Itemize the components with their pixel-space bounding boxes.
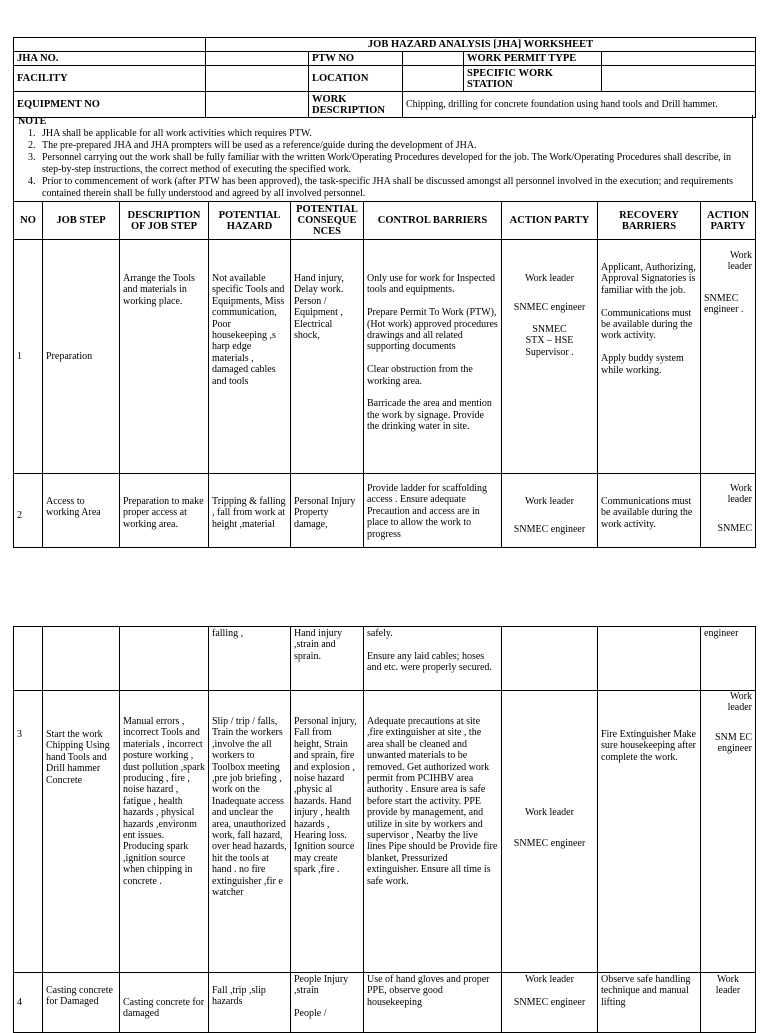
jha-title: JOB HAZARD ANALYSIS [JHA] WORKSHEET [206, 38, 756, 52]
action-party-line: Work leader [727, 691, 752, 714]
action-party-line: Work leader [525, 273, 574, 284]
action-party-line: SNMEC engineer [513, 524, 586, 536]
table-row [14, 627, 756, 691]
notes-section [13, 115, 753, 201]
row-description: Arrange the Tools and materials in working place. [120, 240, 209, 474]
note-item: 2. The pre-prepared JHA and JHA prompters will be used as a reference/guide during the development of JHA. [38, 140, 748, 152]
action-party-line: Work leader [525, 974, 574, 985]
row-no [14, 627, 43, 691]
document-page-2 [0, 626, 768, 1024]
row-consequences: Personal Injury Property damage, [291, 474, 364, 548]
row-control: Only use for work for Inspected tools and equipments. Prepare Permit To Work (PTW),(Hot work) approved procedures drawings and all related supporting documents Clear obstruction from the working area. Barricade the area and mention the work by signage. Provide the drinking water in site. [364, 240, 502, 474]
row-consequences: Hand injury, Delay work. Person / Equipment , Electrical shock, [291, 240, 364, 474]
row-recovery: Communications must be available during the work activity. [598, 474, 701, 548]
jha-steps-table [13, 201, 756, 548]
row-description: Casting concrete for damaged [120, 973, 209, 1033]
row-control: Use of hand gloves and proper PPE, observe good housekeeping [364, 973, 502, 1033]
row-job-step: Preparation [43, 240, 120, 474]
row-no: 2 [14, 474, 43, 548]
row-consequences: People Injury ,strain People / [291, 973, 364, 1033]
row-recovery: Observe safe handling technique and manual lifting [598, 973, 701, 1033]
location-value[interactable] [403, 66, 464, 92]
row-action-party-2 [701, 691, 756, 973]
col-header-hazard: POTENTIAL HAZARD [209, 202, 291, 240]
equipment-no-value[interactable] [206, 92, 309, 118]
col-header-no: NO [14, 202, 43, 240]
row-action-party [502, 691, 598, 973]
col-header-action-party-2: ACTION PARTY [701, 202, 756, 240]
action-party-line: SNMEC engineer [513, 302, 586, 314]
row-description [120, 627, 209, 691]
row-no: 1 [14, 240, 43, 474]
table-row [14, 240, 756, 474]
jha-no-label: JHA NO. [14, 52, 206, 66]
row-control: Adequate precautions at site ,fire extinguisher at site , the area shall be cleaned and unwanted materials to be removed. Get authorized work permit from PCIHBV area authority . Ensure area is safe before start the activity. PPE provide by management, and utilize in site by workers and supervisor , Nearby the live lines Pipe should be Provide fire blanket, Pressurized extinguisher. Ensure all time is safe work. [364, 691, 502, 973]
jha-header-table [13, 37, 756, 118]
row-action-party-2: engineer [701, 627, 756, 691]
action-party-line: SNM EC engineer [715, 731, 752, 755]
row-no: 3 [14, 691, 43, 973]
col-header-job-step: JOB STEP [43, 202, 120, 240]
action-party-line: SNMEC engineer [513, 997, 586, 1009]
row-action-party [502, 474, 598, 548]
col-header-recovery: RECOVERY BARRIERS [598, 202, 701, 240]
action-party-line: SNMEC STX – HSE Supervisor . [525, 323, 574, 358]
action-party-line: Work leader [525, 807, 574, 818]
note-item: 4. Prior to commencement of work (after PTW has been approved), the task-specific JHA shall be discussed amongst all personnel involved in the execution; and requirements contained therein shall be fully understood and agreed by all involved personnel. [38, 176, 748, 200]
table-row [14, 474, 756, 548]
page-break [0, 560, 768, 626]
row-hazard: falling , [209, 627, 291, 691]
col-header-consequences: POTENTIAL CONSEQUE NCES [291, 202, 364, 240]
work-permit-type-label: WORK PERMIT TYPE [464, 52, 602, 66]
specific-work-station-label: SPECIFIC WORK STATION [464, 66, 602, 92]
row-consequences: Personal injury, Fall from height, Strain and sprain, fire and explosion , noise hazard ,physic al hazards. Hand injury , health hazards , Hearing loss. Ignition source may create spark ,fire . [291, 691, 364, 973]
notes-list [18, 128, 748, 200]
location-label: LOCATION [309, 66, 403, 92]
row-recovery: Applicant, Authorizing, Approval Signatories is familiar with the job. Communications must be available during the work activity. Apply buddy system while working. [598, 240, 701, 474]
row-no: 4 [14, 973, 43, 1033]
row-action-party-2 [701, 474, 756, 548]
row-job-step: Casting concrete for Damaged [43, 973, 120, 1033]
row-action-party [502, 240, 598, 474]
col-header-control: CONTROL BARRIERS [364, 202, 502, 240]
ptw-no-label: PTW NO [309, 52, 403, 66]
note-item: 3. Personnel carrying out the work shall be fully familiar with the written Work/Operating Procedures developed for the job. The Work/Operating Procedures shall describe, in step-by-step instructions, the correct method of executing the specified work. [38, 152, 748, 176]
equipment-no-label: EQUIPMENT NO [14, 92, 206, 118]
facility-label: FACILITY [14, 66, 206, 92]
note-item: 1. JHA shall be applicable for all work activities which requires PTW. [38, 128, 748, 140]
row-description: Manual errors , incorrect Tools and materials , incorrect posture working , dust pollution ,spark producing , fire , noise hazard , fatigue , health hazards , physical hazards ,environm ent issues. Producing spark ,ignition source when chipping in concrete . [120, 691, 209, 973]
notes-title: NOTE [18, 116, 47, 127]
jha-steps-table-continued [13, 626, 756, 1033]
row-hazard: Tripping & falling , fall from work at height ,material [209, 474, 291, 548]
facility-value[interactable] [206, 66, 309, 92]
specific-work-station-value[interactable] [602, 66, 756, 92]
col-header-description: DESCRIPTION OF JOB STEP [120, 202, 209, 240]
action-party-line: SNMEC [717, 522, 752, 534]
action-party-line: Work leader [727, 250, 752, 273]
row-description: Preparation to make proper access at working area. [120, 474, 209, 548]
row-recovery [598, 627, 701, 691]
row-recovery: Fire Extinguisher Make sure housekeeping after complete the work. [598, 691, 701, 973]
action-party-line: SNMEC engineer [513, 838, 586, 850]
jha-no-value[interactable] [206, 52, 309, 66]
row-control: Provide ladder for scaffolding access . Ensure adequate Precaution and access are in place to allow the work to progress [364, 474, 502, 548]
row-consequences: Hand injury ,strain and sprain. [291, 627, 364, 691]
action-party-line: Work leader [727, 483, 752, 506]
action-party-line: Work leader [525, 496, 574, 507]
action-party-line: SNMEC engineer . [704, 292, 744, 316]
row-action-party-2: Work leader [701, 973, 756, 1033]
work-description-label: WORK DESCRIPTION [309, 92, 403, 118]
col-header-action-party: ACTION PARTY [502, 202, 598, 240]
row-job-step [43, 627, 120, 691]
row-job-step: Access to working Area [43, 474, 120, 548]
row-action-party-2 [701, 240, 756, 474]
row-job-step: Start the work Chipping Using hand Tools and Drill hammer Concrete [43, 691, 120, 973]
row-hazard: Fall ,trip ,slip hazards [209, 973, 291, 1033]
work-description-value: Chipping, drilling for concrete foundation using hand tools and Drill hammer. [403, 92, 756, 118]
row-action-party [502, 627, 598, 691]
ptw-no-value[interactable] [403, 52, 464, 66]
table-row [14, 691, 756, 973]
work-permit-type-value[interactable] [602, 52, 756, 66]
row-hazard: Not available specific Tools and Equipments, Miss communication, Poor housekeeping ,s harp edge materials , damaged cables and tools [209, 240, 291, 474]
row-hazard: Slip / trip / falls, Train the workers ,involve the all workers to Toolbox meeting ,pre job briefing , work on the Inadequate access and unclear the area, unauthorized work, fall hazard, over head hazards, hit the tools at hand . no fire extinguisher ,fir e watcher [209, 691, 291, 973]
row-control: safely. Ensure any laid cables; hoses and etc. were properly secured. [364, 627, 502, 691]
